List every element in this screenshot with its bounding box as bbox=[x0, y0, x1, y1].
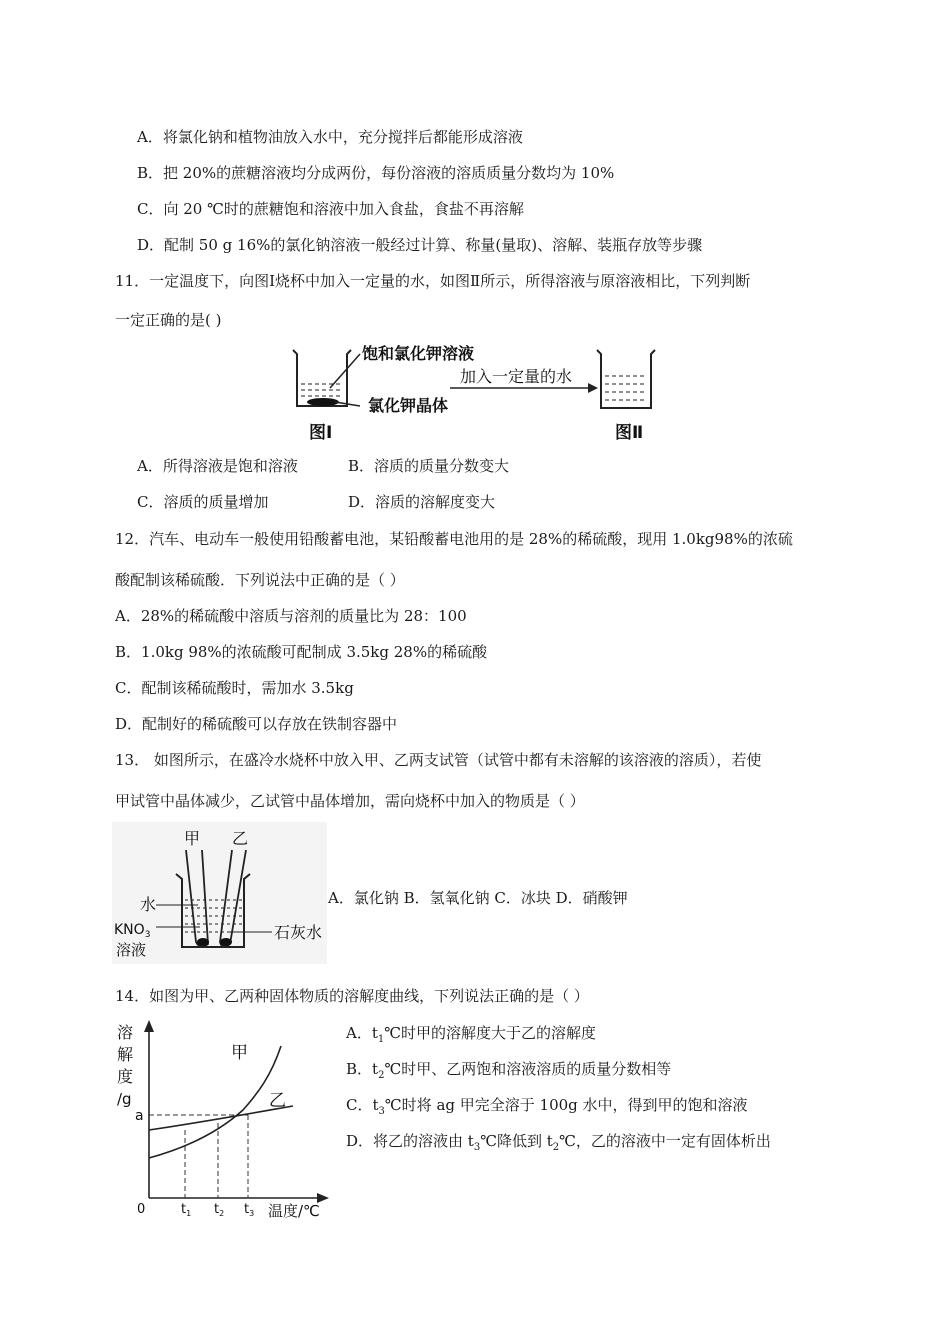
y-tick-a: a bbox=[135, 1108, 144, 1124]
q13-stem-line1: 13． 如图所示，在盛冷水烧杯中放入甲、乙两支试管（试管中都有未溶解的该溶液的溶质），若使 bbox=[115, 751, 762, 769]
q14-stem: 14．如图为甲、乙两种固体物质的溶解度曲线，下列说法正确的是（ ） bbox=[115, 987, 589, 1005]
q10-option-b: B．把 20%的蔗糖溶液均分成两份，每份溶液的溶质质量分数均为 10% bbox=[137, 164, 615, 182]
q11-option-b: B．溶质的质量分数变大 bbox=[348, 457, 510, 475]
caption-fig-2: 图Ⅱ bbox=[615, 423, 644, 443]
q14-option-a: A．$t_1℃$时甲的溶解度大于乙的溶解度 bbox=[346, 1024, 597, 1045]
crystal-jia-icon bbox=[197, 938, 209, 946]
label-saturated-kcl: 饱和氯化钾溶液 bbox=[362, 344, 475, 363]
q12-option-a: A．28%的稀硫酸中溶质与溶剂的质量比为 28：100 bbox=[115, 607, 467, 625]
q14-solubility-chart bbox=[113, 1018, 333, 1218]
label-water: 水 bbox=[140, 895, 157, 914]
y-axis-arrow-icon bbox=[144, 1020, 154, 1032]
y-label-2: 解 bbox=[117, 1045, 134, 1064]
x-tick-t2: $t_2$ bbox=[214, 1202, 225, 1218]
x-tick-t3: $t_3$ bbox=[244, 1202, 255, 1218]
x-axis-label: 温度/℃ bbox=[268, 1202, 320, 1218]
beaker-2 bbox=[597, 350, 655, 408]
x-tick-t1: $t_1$ bbox=[181, 1202, 192, 1218]
label-solution: 溶液 bbox=[116, 941, 147, 959]
q11-option-c: C．溶质的质量增加 bbox=[137, 493, 269, 511]
beaker-1 bbox=[293, 350, 351, 406]
q12-option-b: B．1.0kg 98%的浓硫酸可配制成 3.5kg 28%的稀硫酸 bbox=[115, 643, 488, 661]
q11-figure bbox=[285, 338, 665, 448]
q14-option-d: D．将乙的溶液由 $t_3℃$降低到 $t_2℃$，乙的溶液中一定有固体析出 bbox=[346, 1132, 771, 1153]
q10-option-a: A．将氯化钠和植物油放入水中，充分搅拌后都能形成溶液 bbox=[137, 128, 523, 146]
q13-stem-line2: 甲试管中晶体减少，乙试管中晶体增加，需向烧杯中加入的物质是（ ） bbox=[115, 792, 585, 810]
q10-option-d: D．配制 50 g 16%的氯化钠溶液一般经过计算、称量(量取)、溶解、装瓶存放等步骤 bbox=[137, 236, 703, 254]
q14-option-c: C．$t_3℃$时将 ag 甲完全溶于 100g 水中，得到甲的饱和溶液 bbox=[346, 1096, 748, 1117]
label-kno3: $KNO_3$ bbox=[114, 922, 151, 940]
q12-stem-line1: 12．汽车、电动车一般使用铅酸蓄电池，某铅酸蓄电池用的是 28%的稀硫酸，现用 1.0kg98%的浓硫 bbox=[115, 530, 793, 548]
y-label-1: 溶 bbox=[117, 1023, 134, 1042]
crystal-icon bbox=[307, 398, 339, 406]
q11-option-d: D．溶质的溶解度变大 bbox=[348, 493, 496, 511]
label-add-water: 加入一定量的水 bbox=[460, 367, 573, 386]
q11-stem-line1: 11．一定温度下，向图Ⅰ烧杯中加入一定量的水，如图Ⅱ所示，所得溶液与原溶液相比，下列判断 bbox=[115, 272, 751, 290]
curve-label-yi: 乙 bbox=[269, 1091, 286, 1111]
curve-jia bbox=[149, 1046, 281, 1158]
q12-option-d: D．配制好的稀硫酸可以存放在铁制容器中 bbox=[115, 715, 398, 733]
q13-figure bbox=[112, 822, 327, 964]
q13-options: A．氯化钠 B．氢氧化钠 C．冰块 D．硝酸钾 bbox=[328, 889, 628, 907]
origin-label: 0 bbox=[137, 1202, 146, 1217]
q11-option-a: A．所得溶液是饱和溶液 bbox=[137, 457, 298, 475]
curve-label-jia: 甲 bbox=[231, 1043, 248, 1063]
caption-fig-1: 图Ⅰ bbox=[309, 423, 333, 443]
label-tube-jia: 甲 bbox=[184, 829, 201, 848]
q14-option-b: B．$t_2℃$时甲、乙两饱和溶液溶质的质量分数相等 bbox=[346, 1060, 672, 1081]
q11-stem-line2: 一定正确的是( ) bbox=[115, 311, 222, 329]
label-tube-yi: 乙 bbox=[232, 829, 249, 848]
q12-stem-line2: 酸配制该稀硫酸．下列说法中正确的是（ ） bbox=[115, 571, 405, 589]
q10-option-c: C．向 20 ℃时的蔗糖饱和溶液中加入食盐，食盐不再溶解 bbox=[137, 200, 524, 218]
label-kcl-crystal: 氯化钾晶体 bbox=[368, 396, 449, 415]
crystal-yi-icon bbox=[220, 938, 232, 946]
label-limewater: 石灰水 bbox=[274, 923, 323, 942]
y-label-4: /g bbox=[117, 1090, 132, 1108]
arrow-right-icon bbox=[588, 383, 598, 393]
y-label-3: 度 bbox=[117, 1067, 134, 1086]
q12-option-c: C．配制该稀硫酸时，需加水 3.5kg bbox=[115, 679, 354, 697]
